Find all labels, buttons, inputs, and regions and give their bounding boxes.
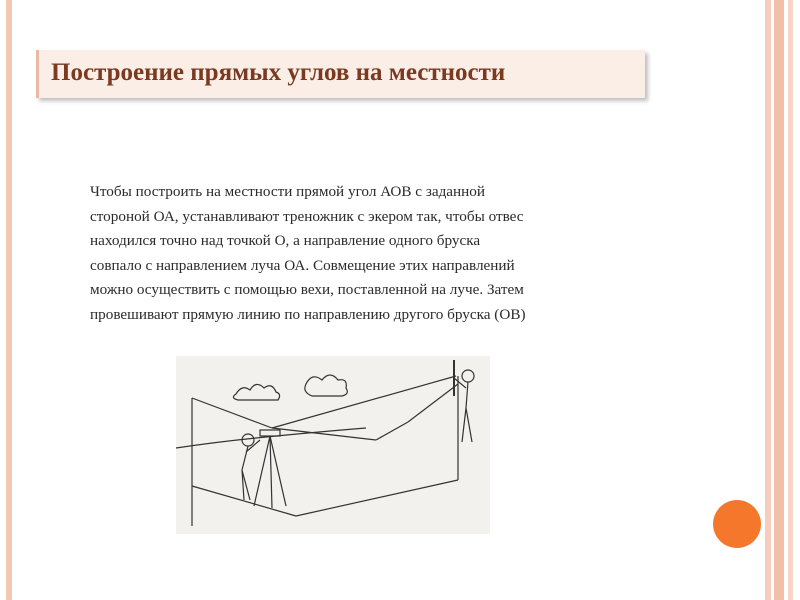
right-decor-stripe — [765, 0, 771, 600]
paragraph-line: стороной ОА, устанавливают треножник с экером так, чтобы отвес — [90, 207, 524, 225]
right-decor-stripe — [788, 0, 793, 600]
surveying-illustration — [176, 356, 490, 534]
left-decor-stripe — [6, 0, 12, 600]
cloud — [305, 375, 347, 396]
paragraph-line: находился точно над точкой О, а направление одного бруска — [90, 232, 481, 249]
paragraph-line: провешивают прямую линию по направлению другого бруска (ОВ) — [90, 305, 526, 323]
cloud — [233, 384, 279, 400]
paragraph-line: можно осуществить с помощью вехи, поставленной на луче. Затем — [90, 281, 524, 298]
decorative-circle — [713, 500, 761, 548]
surveying-sketch — [176, 356, 490, 534]
slide-title: Построение прямых углов на местности — [51, 59, 506, 86]
paragraph-line: совпало с направлением луча ОА. Совмещение этих направлений — [90, 256, 515, 274]
paragraph-line: Чтобы построить на местности прямой угол АОВ с заданной — [90, 183, 486, 200]
title-banner — [36, 50, 645, 98]
right-decor-stripe — [774, 0, 784, 600]
slide-paragraph — [90, 180, 670, 327]
